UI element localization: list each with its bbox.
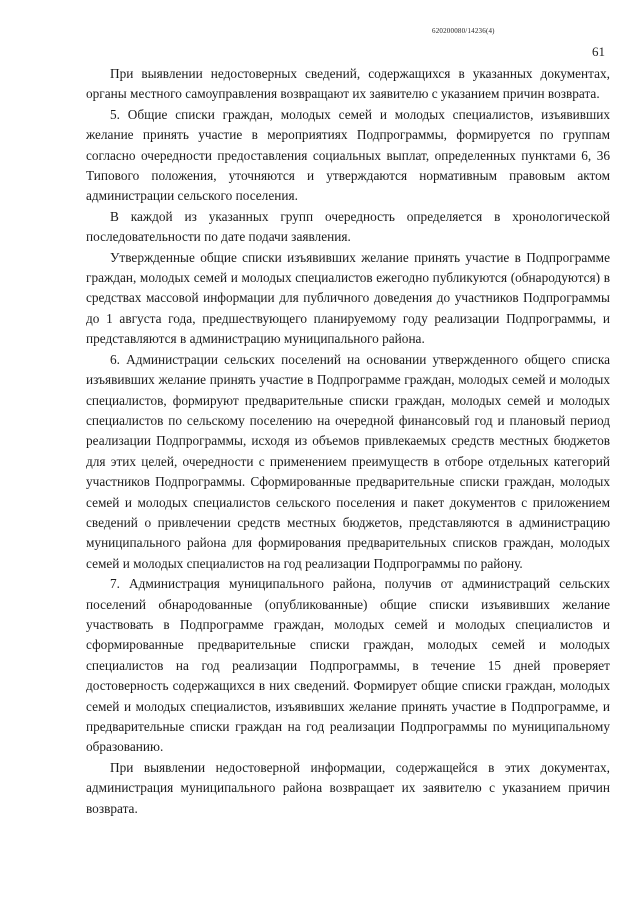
paragraph: При выявлении недостоверных сведений, содержащихся в указанных документах, органы местного самоуправления возвращают их заявителю с указанием причин возврата.: [86, 66, 610, 102]
paragraph: 5. Общие списки граждан, молодых семей и молодых специалистов, изъявивших желание принять участие в мероприятиях Подпрограммы, формируется по группам согласно очередности предоставления социальных выплат, определенных пунктами 6, 36 Типового положения, уточняются и утверждаются нормативным правовым актом администрации сельского поселения.: [86, 106, 610, 204]
paragraph: В каждой из указанных групп очередность определяется в хронологической последовательности по дате подачи заявления.: [86, 208, 610, 245]
paragraph: Утвержденные общие списки изъявивших желание принять участие в Подпрограмме граждан, молодых семей и молодых специалистов ежегодно публикуются (обнародуются) в средствах массовой информации для публичного доведения до участников Подпрограммы до 1 августа года, предшествующего планируемому году реализации Подпрограммы, и представляются в администрацию муниципального района.: [86, 249, 610, 347]
document-body: [86, 64, 610, 819]
paragraph: 7. Администрация муниципального района, получив от администраций сельских поселений обнародованные (опубликованные) общие списки изъявивших желание участвовать в Подпрограмме граждан, молодых семей и молодых специалистов и сформированные предварительные списки граждан, молодых семей и молодых специалистов на год реализации Подпрограммы, в течение 15 дней проверяет достоверность содержащихся в них сведений. Формирует общие списки граждан, молодых семей и молодых специалистов, изъявивших желание принять участие в Подпрограмме, и предварительные списки граждан на год реализации Подпрограммы по муниципальному образованию.: [86, 576, 610, 755]
paragraph: 6. Администрации сельских поселений на основании утвержденного общего списка изъявивших желание принять участие в Подпрограмме граждан, молодых семей и молодых специалистов, формируют предварительные списки граждан, молодых семей и молодых специалистов по сельскому поселению на очередной финансовый год и плановый период реализации Подпрограммы, исходя из объемов привлекаемых средств местных бюджетов для этих целей, очередности с применением преимуществ в отборе отдельных категорий участников Подпрограммы. Сформированные предварительные списки граждан, молодых семей и молодых специалистов сельского поселения и пакет документов с приложением сведений о привлечении средств местных бюджетов, представляются в администрацию муниципального района для формирования предварительных списков граждан, молодых семей и молодых специалистов на год реализации Подпрограммы по району.: [86, 351, 610, 571]
document-id: 620200080/14236(4): [432, 27, 495, 35]
page-number: 61: [592, 44, 605, 59]
paragraph: При выявлении недостоверной информации, содержащейся в этих документах, администрация муниципального района возвращает их заявителю с указанием причин возврата.: [86, 759, 610, 816]
